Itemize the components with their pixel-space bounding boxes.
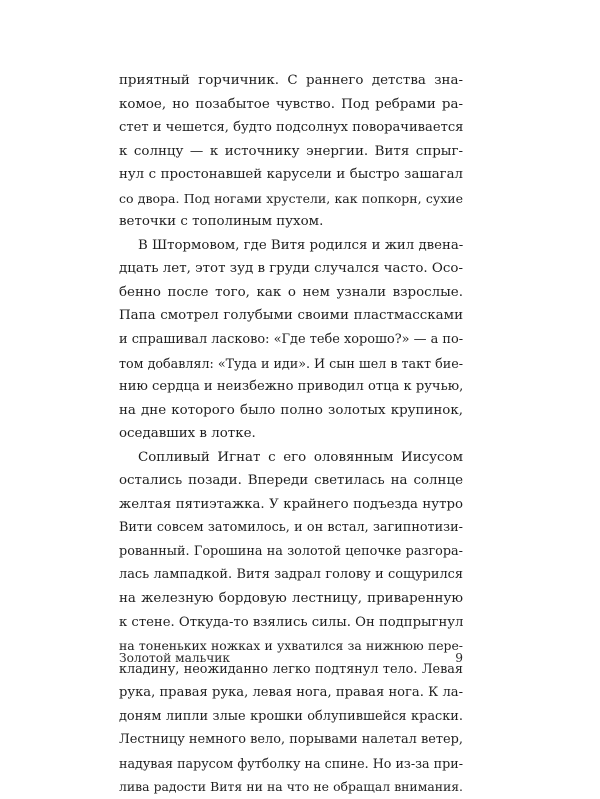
text-line: остались позади. Впереди светилась на солнце <box>119 473 463 489</box>
text-line: рука, правая рука, левая нога, правая нога. К ла- <box>119 685 463 701</box>
text-line: Лестницу немного вело, порывами налетал ветер, <box>119 732 463 748</box>
text-line: лась лампадкой. Витя задрал голову и сощурился <box>119 567 463 583</box>
text-line: доням липли злые крошки облупившейся краски. <box>119 708 463 724</box>
text-line: том добавлял: «Туда и иди». И сын шел в такт бие- <box>119 355 463 371</box>
text-line: надувая парусом футболку на спине. Но из-за при- <box>119 755 463 771</box>
text-line: В Штормовом, где Витя родился и жил двена- <box>138 237 464 253</box>
text-line: дцать лет, этот зуд в груди случался часто. Осо- <box>119 261 463 277</box>
text-line: на тоненьких ножках и ухватился за нижнюю пере- <box>119 638 463 654</box>
text-line: на железную бордовую лестницу, приваренную <box>119 591 463 607</box>
text-line: бенно после того, как о нем узнали взрослые. <box>119 284 463 300</box>
text-line: Вити совсем затомилось, и он встал, загипнотизи- <box>119 520 463 536</box>
text-line: нул с простонавшей карусели и быстро зашагал <box>119 167 463 183</box>
text-line: к стене. Откуда-то взялись силы. Он подпрыгнул <box>119 614 464 630</box>
text-line: кладину, неожиданно легко подтянул тело. Левая <box>119 661 463 677</box>
text-line: нию сердца и неизбежно приводил отца к ручью, <box>119 379 464 395</box>
text-line: Папа смотрел голубыми своими пластмассками <box>119 308 463 324</box>
text-line: комое, но позабытое чувство. Под ребрами ра- <box>119 96 463 112</box>
text-line: стет и чешется, будто подсолнух поворачивается <box>119 120 464 136</box>
text-line: лива радости Витя ни на что не обращал внимания. <box>119 779 463 795</box>
text-line: оседавших в лотке. <box>119 426 256 442</box>
text-line: на дне которого было полно золотых крупинок, <box>119 402 463 418</box>
text-line: приятный горчичник. С раннего детства зна- <box>119 73 463 88</box>
text-line: веточки с тополиным пухом. <box>119 214 324 230</box>
page-footer <box>119 651 463 671</box>
text-line: желтая пятиэтажка. У крайнего подъезда нутро <box>119 496 463 512</box>
text-line: со двора. Под ногами хрустели, как попкорн, сухие <box>119 190 463 206</box>
page-number: 9 <box>455 651 463 665</box>
text-line: к солнцу — к источнику энергии. Витя спрыг- <box>119 143 463 159</box>
text-line: рованный. Горошина на золотой цепочке разгора- <box>119 543 463 559</box>
page-body <box>119 69 463 799</box>
text-line: Сопливый Игнат с его оловянным Иисусом <box>138 449 463 465</box>
paragraph-1 <box>119 69 463 234</box>
paragraph-2 <box>119 234 463 446</box>
text-line: и спрашивал ласково: «Где тебе хорошо?» — а по- <box>119 332 464 348</box>
running-title: Золотой мальчик <box>119 651 231 665</box>
paragraph-3 <box>119 446 463 799</box>
